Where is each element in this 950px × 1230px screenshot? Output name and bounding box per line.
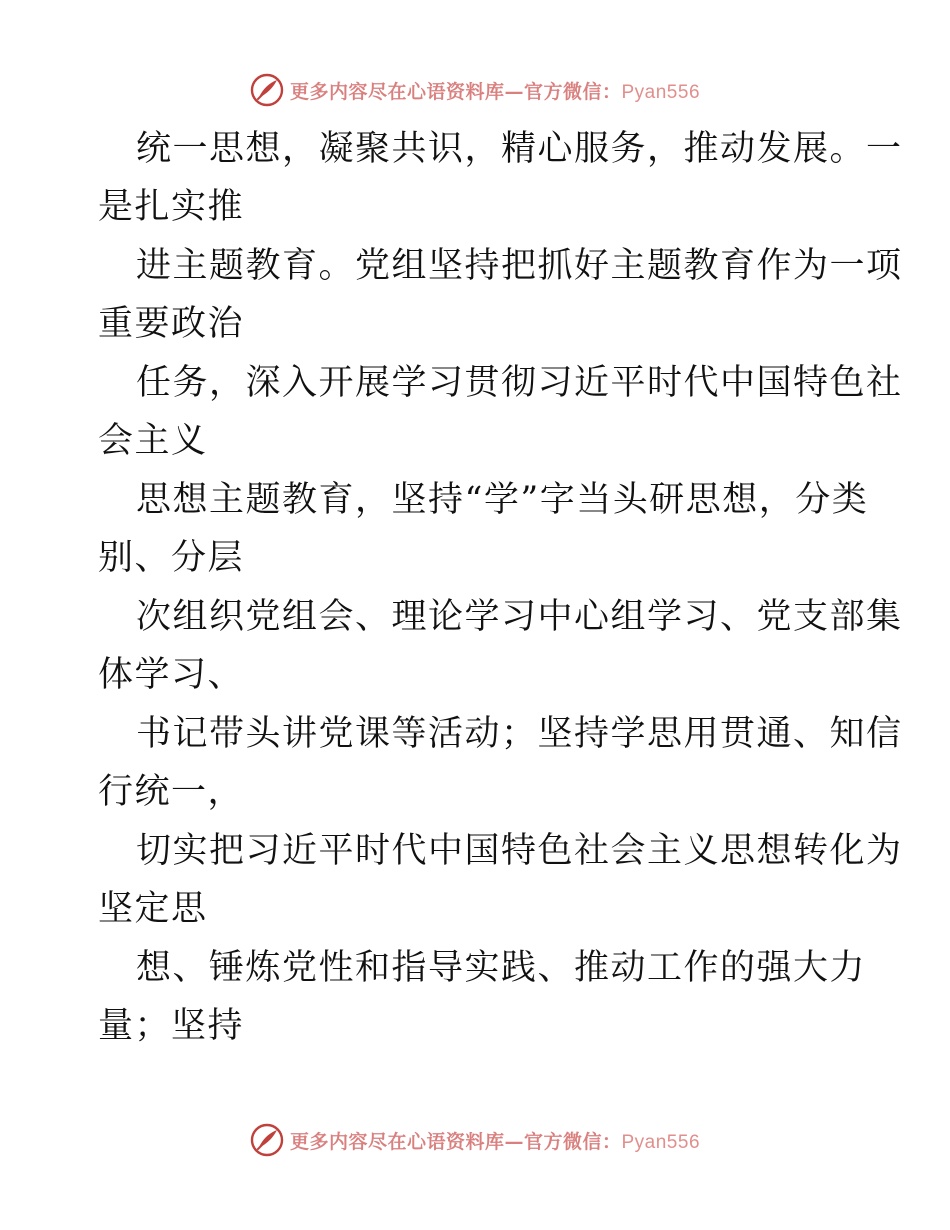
paragraph <box>0 705 950 821</box>
paragraph-line: 统一思想，凝聚共识，精心服务，推动发展。一 <box>136 129 903 169</box>
paragraph-line: 量；坚持 <box>98 1006 245 1046</box>
paragraph-line: 思想主题教育，坚持“学”字当头研思想，分类 <box>136 480 869 520</box>
quill-logo-icon <box>250 1123 284 1157</box>
paragraph <box>0 237 950 353</box>
watermark-text: 更多内容尽在心语资料库—官方微信：Pyan556 <box>289 80 701 103</box>
paragraph-line: 体学习、 <box>98 655 245 695</box>
paragraph-line: 重要政治 <box>98 304 245 344</box>
paragraph-line: 次组织党组会、理论学习中心组学习、党支部集 <box>136 597 903 637</box>
footer-watermark <box>0 1120 950 1160</box>
paragraph-line: 别、分层 <box>98 538 245 578</box>
paragraph <box>0 471 950 587</box>
watermark-text: 更多内容尽在心语资料库—官方微信：Pyan556 <box>289 1130 701 1153</box>
paragraph-line: 书记带头讲党课等活动；坚持学思用贯通、知信 <box>136 714 903 754</box>
quill-logo-icon <box>250 73 284 107</box>
paragraph <box>0 939 950 1055</box>
paragraph-line: 行统一， <box>98 772 245 812</box>
paragraph-line: 切实把习近平时代中国特色社会主义思想转化为 <box>136 831 903 871</box>
paragraph <box>0 120 950 236</box>
paragraph <box>0 588 950 704</box>
paragraph-line: 会主义 <box>98 421 208 461</box>
paragraph-line: 进主题教育。党组坚持把抓好主题教育作为一项 <box>136 246 903 286</box>
paragraph <box>0 822 950 938</box>
paragraph <box>0 354 950 470</box>
paragraph-line: 是扎实推 <box>98 187 245 227</box>
paragraph-line: 任务，深入开展学习贯彻习近平时代中国特色社 <box>136 363 903 403</box>
paragraph-line: 想、锤炼党性和指导实践、推动工作的强大力 <box>136 948 867 988</box>
paragraph-line: 坚定思 <box>98 889 208 929</box>
header-watermark <box>0 70 950 110</box>
